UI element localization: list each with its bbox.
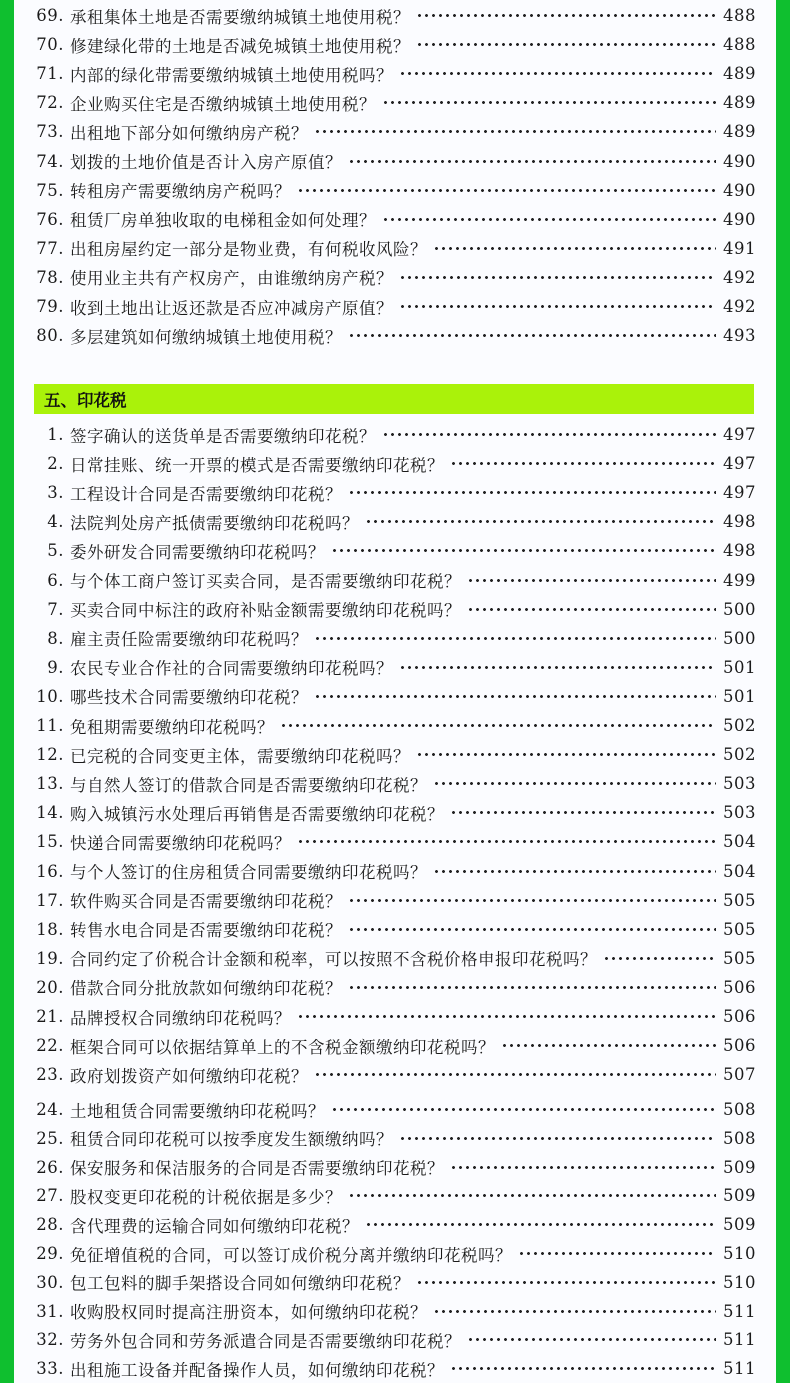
toc-entry-number: 11. [36,716,64,735]
toc-entry-page-number: 509 [723,1215,756,1235]
toc-entry-page-number: 504 [723,861,756,881]
dot-leader [348,1181,716,1210]
dot-leader [450,1153,716,1182]
toc-entry[interactable] [34,30,756,59]
toc-entry[interactable] [34,1031,756,1060]
toc-entry-title: 劳务外包合同和劳务派遣合同是否需要缴纳印花税？ [70,1331,461,1351]
dot-leader [348,478,716,507]
toc-entry-title: 收到土地出让返还款是否应冲减房产原值？ [70,298,393,318]
toc-entry-title: 包工包料的脚手架搭设合同如何缴纳印花税？ [70,1274,410,1294]
toc-entry-page-number: 490 [723,151,756,171]
toc-entry[interactable] [34,711,756,740]
toc-entry-title: 与自然人签订的借款合同是否需要缴纳印花税？ [70,775,427,795]
toc-entry-title: 修建绿化带的土地是否减免城镇土地使用税？ [70,36,410,56]
toc-entry-page-number: 503 [723,803,756,823]
toc-entry-page-number: 493 [723,326,756,346]
toc-entry-number: 14. [36,803,64,823]
toc-entry-title: 租赁厂房单独收取的电梯租金如何处理？ [70,211,376,231]
toc-entry-page-number: 489 [723,64,756,84]
toc-entry-title: 租赁合同印花税可以按季度发生额缴纳吗？ [70,1130,393,1150]
toc-entry-title: 内部的绿化带需要缴纳城镇土地使用税吗？ [70,65,393,85]
toc-entry-page-number: 511 [723,1301,756,1321]
toc-entry-number: 13. [36,774,64,794]
toc-entry-title: 农民专业合作社的合同需要缴纳印花税吗？ [70,659,393,679]
toc-entry[interactable] [34,88,756,117]
dot-leader [348,915,716,944]
toc-entry-title: 含代理费的运输合同如何缴纳印花税？ [70,1216,359,1236]
toc-entry-page-number: 511 [723,1359,756,1379]
dot-leader [416,1,716,30]
toc-entry-page-number: 509 [723,1157,756,1177]
toc-entry[interactable] [34,536,756,565]
toc-entry-number: 21. [36,1007,64,1026]
dot-leader [603,944,716,973]
dot-leader [297,1002,716,1031]
toc-entry-number: 5. [47,541,64,561]
toc-entry[interactable] [34,321,756,350]
toc-entry-title: 多层建筑如何缴纳城镇土地使用税？ [70,327,342,347]
toc-entry-page-number: 492 [723,297,756,316]
toc-entry[interactable] [34,478,756,507]
toc-entry-number: 70. [36,35,64,55]
toc-entry-number: 19. [36,948,64,968]
dot-leader [416,740,716,769]
toc-entry-title: 品牌授权合同缴纳印花税吗？ [70,1008,291,1028]
dot-leader [382,205,716,234]
dot-leader [314,682,716,711]
dot-leader [399,59,716,88]
toc-entry-page-number: 505 [723,948,756,968]
dot-leader [433,1297,716,1326]
toc-entry-title: 收购股权同时提高注册资本，如何缴纳印花税？ [70,1303,427,1323]
dot-leader [416,1268,716,1297]
toc-entry[interactable] [34,117,756,146]
dot-leader [382,420,716,449]
dot-leader [314,624,716,653]
dot-leader [416,30,716,59]
toc-entry-title: 快递合同需要缴纳印花税吗？ [70,833,291,853]
toc-entry-number: 2. [47,454,64,474]
toc-entry-page-number: 506 [723,977,756,997]
toc-entry[interactable] [34,1354,756,1383]
toc-entry-page-number: 488 [723,6,756,25]
toc-entry[interactable] [34,292,756,321]
toc-entry-title: 转售水电合同是否需要缴纳印花税？ [70,921,342,941]
toc-entry-page-number: 490 [723,180,756,200]
dot-leader [399,1124,716,1153]
toc-entry-page-number: 505 [723,919,756,939]
toc-entry-page-number: 497 [723,425,756,444]
toc-entry-page-number: 502 [723,716,756,735]
toc-entry-title: 委外研发合同需要缴纳印花税吗？ [70,542,325,562]
toc-entry-page-number: 497 [723,483,756,503]
toc-entry-title: 政府划拨资产如何缴纳印花税？ [70,1066,308,1086]
toc-entry-page-number: 490 [723,209,756,229]
dot-leader [365,1210,716,1239]
toc-entry-number: 3. [47,483,64,503]
toc-entry[interactable] [34,1325,756,1354]
toc-entry-page-number: 499 [723,570,756,590]
dot-leader [501,1031,716,1060]
toc-entry[interactable] [34,1060,756,1089]
toc-entry-page-number: 489 [723,122,756,142]
toc-entry-number: 74. [36,151,64,171]
dot-leader [467,566,716,595]
dot-leader [450,449,716,478]
toc-entry-page-number: 506 [723,1036,756,1056]
toc-entry-page-number: 504 [723,832,756,852]
toc-entry[interactable] [34,1095,756,1124]
toc-entry[interactable] [34,566,756,595]
toc-entry-page-number: 500 [723,599,756,619]
toc-entry[interactable] [34,176,756,205]
toc-entry[interactable] [34,1,756,30]
toc-entry-title: 出租房屋约定一部分是物业费，有何税收风险？ [70,240,427,260]
toc-entry[interactable] [34,798,756,827]
toc-entry[interactable] [34,1268,756,1297]
toc-entry-page-number: 488 [723,35,756,55]
toc-entry[interactable] [34,740,756,769]
toc-entry-number: 26. [36,1157,64,1177]
toc-entry-number: 29. [36,1244,64,1263]
dot-leader [348,973,716,1002]
toc-entry-page-number: 502 [723,745,756,765]
toc-entry-number: 16. [36,861,64,881]
toc-entry-number: 10. [36,686,64,706]
toc-entry[interactable] [34,507,756,536]
toc-entry-title: 股权变更印花税的计税依据是多少？ [70,1187,342,1207]
toc-entry-number: 77. [36,238,64,258]
toc-entry-number: 20. [36,977,64,997]
toc-entry-title: 免征增值税的合同，可以签订成价税分离并缴纳印花税吗？ [70,1245,512,1265]
toc-entry-number: 33. [36,1359,64,1379]
dot-leader [467,1325,716,1354]
toc-entry-title: 已完税的合同变更主体，需要缴纳印花税吗？ [70,746,410,766]
toc-entry-title: 使用业主共有产权房产，由谁缴纳房产税？ [70,269,393,289]
toc-entry-page-number: 505 [723,890,756,910]
toc-entry-page-number: 503 [723,774,756,794]
toc-entry-number: 15. [36,832,64,852]
toc-entry[interactable] [34,1239,756,1268]
toc-entry-number: 25. [36,1128,64,1148]
toc-entry[interactable] [34,205,756,234]
toc-entry-page-number: 507 [723,1065,756,1085]
toc-entry-number: 7. [47,599,64,619]
toc-entry[interactable] [34,682,756,711]
toc-entry[interactable] [34,147,756,176]
toc-entry-number: 69. [36,6,64,25]
dot-leader [433,857,716,886]
toc-entry-number: 32. [36,1330,64,1350]
toc-entry-title: 企业购买住宅是否缴纳城镇土地使用税？ [70,94,376,114]
toc-entry-page-number: 491 [723,238,756,258]
toc-entry-page-number: 506 [723,1007,756,1026]
toc-entry-page-number: 500 [723,628,756,648]
toc-entry-number: 1. [47,425,64,444]
toc-entry-page-number: 508 [723,1100,756,1119]
dot-leader [399,263,716,292]
dot-leader [399,653,716,682]
toc-entry-title: 转租房产需要缴纳房产税吗？ [70,182,291,202]
toc-entry-title: 出租地下部分如何缴纳房产税？ [70,123,308,143]
toc-entry-number: 73. [36,122,64,142]
toc-entry[interactable] [34,1181,756,1210]
toc-entry-number: 80. [36,326,64,346]
toc-entry-number: 12. [36,745,64,765]
toc-entry[interactable] [34,263,756,292]
toc-entry-number: 28. [36,1215,64,1235]
toc-entry-number: 79. [36,297,64,316]
toc-entry-number: 72. [36,93,64,113]
toc-entry[interactable] [34,595,756,624]
toc-entry-page-number: 501 [723,686,756,706]
dot-leader [450,1354,716,1383]
dot-leader [348,886,716,915]
toc-entry-number: 23. [36,1065,64,1085]
toc-entry[interactable] [34,234,756,263]
toc-entry-title: 工程设计合同是否需要缴纳印花税？ [70,484,342,504]
toc-entry-page-number: 509 [723,1186,756,1206]
toc-entry-title: 软件购买合同是否需要缴纳印花税？ [70,892,342,912]
toc-entry[interactable] [34,449,756,478]
toc-entry[interactable] [34,1153,756,1182]
toc-entry-page-number: 508 [723,1128,756,1148]
toc-entry[interactable] [34,857,756,886]
dot-leader [348,147,716,176]
toc-entry-title: 合同约定了价税合计金额和税率，可以按照不含税价格申报印花税吗？ [70,950,597,970]
toc-entry[interactable] [34,769,756,798]
dot-leader [331,1095,716,1124]
section-heading-stamp-tax [34,384,754,414]
dot-leader [518,1239,716,1268]
toc-entry-page-number: 510 [723,1272,756,1292]
toc-entry[interactable] [34,973,756,1002]
toc-entry[interactable] [34,827,756,856]
dot-leader [348,321,716,350]
dot-leader [280,711,716,740]
toc-entry[interactable] [34,653,756,682]
toc-entry[interactable] [34,420,756,449]
toc-entry-page-number: 489 [723,93,756,113]
toc-entry-number: 71. [36,64,64,84]
toc-entry[interactable] [34,944,756,973]
toc-entry-number: 8. [47,628,64,648]
toc-entry-title: 哪些技术合同需要缴纳印花税？ [70,688,308,708]
toc-entry-number: 30. [36,1272,64,1292]
dot-leader [467,595,716,624]
toc-entry-page-number: 510 [723,1244,756,1263]
toc-entry-title: 签字确认的送货单是否需要缴纳印花税？ [70,426,376,446]
toc-entry-number: 6. [47,570,64,590]
toc-entry-number: 24. [36,1100,64,1119]
toc-entry-title: 日常挂账、统一开票的模式是否需要缴纳印花税？ [70,455,444,475]
dot-leader [433,234,716,263]
dot-leader [331,536,716,565]
toc-entry-number: 75. [36,180,64,200]
toc-entry-title: 保安服务和保洁服务的合同是否需要缴纳印花税？ [70,1159,444,1179]
toc-entry-title: 免租期需要缴纳印花税吗？ [70,717,274,737]
toc-entry[interactable] [34,1210,756,1239]
toc-entry-number: 22. [36,1036,64,1056]
toc-entry-title: 出租施工设备并配备操作人员，如何缴纳印花税？ [70,1360,444,1380]
toc-entry[interactable] [34,1002,756,1031]
dot-leader [382,88,716,117]
toc-entry-number: 4. [47,512,64,532]
toc-entry-title: 买卖合同中标注的政府补贴金额需要缴纳印花税吗？ [70,601,461,621]
toc-entry-number: 18. [36,919,64,939]
dot-leader [314,117,716,146]
toc-entry-title: 框架合同可以依据结算单上的不含税金额缴纳印花税吗？ [70,1037,495,1057]
toc-entry[interactable] [34,624,756,653]
dot-leader [399,292,716,321]
toc-entry-title: 雇主责任险需要缴纳印花税吗？ [70,630,308,650]
dot-leader [450,798,716,827]
dot-leader [433,769,716,798]
toc-entry-title: 与个体工商户签订买卖合同，是否需要缴纳印花税？ [70,572,461,591]
toc-entry[interactable] [34,886,756,915]
toc-entry-number: 78. [36,267,64,287]
toc-entry-title: 承租集体土地是否需要缴纳城镇土地使用税？ [70,7,410,27]
toc-entry-title: 划拨的土地价值是否计入房产原值？ [70,153,342,172]
toc-entry-page-number: 511 [723,1330,756,1350]
toc-entry[interactable] [34,1297,756,1326]
toc-entry-title: 与个人签订的住房租赁合同需要缴纳印花税吗？ [70,863,427,882]
toc-entry-number: 17. [36,890,64,910]
toc-entry[interactable] [34,59,756,88]
dot-leader [365,507,716,536]
dot-leader [314,1060,716,1089]
section-heading-text: 五、印花税 [44,391,127,410]
toc-entry-page-number: 501 [723,657,756,677]
toc-entry-title: 土地租赁合同需要缴纳印花税吗？ [70,1101,325,1121]
toc-entry-title: 购入城镇污水处理后再销售是否需要缴纳印花税？ [70,804,444,824]
toc-entry-number: 27. [36,1186,64,1206]
toc-entry-page-number: 498 [723,512,756,532]
dot-leader [297,176,716,205]
dot-leader [297,827,716,856]
toc-entry-page-number: 498 [723,541,756,561]
toc-entry-page-number: 497 [723,454,756,474]
toc-entry[interactable] [34,915,756,944]
toc-entry-number: 9. [47,657,64,677]
toc-entry[interactable] [34,1124,756,1153]
toc-entry-title: 法院判处房产抵债需要缴纳印花税吗？ [70,513,359,533]
toc-entry-page-number: 492 [723,267,756,287]
toc-entry-title: 借款合同分批放款如何缴纳印花税？ [70,979,342,999]
toc-entry-number: 76. [36,209,64,229]
toc-entry-number: 31. [36,1301,64,1321]
